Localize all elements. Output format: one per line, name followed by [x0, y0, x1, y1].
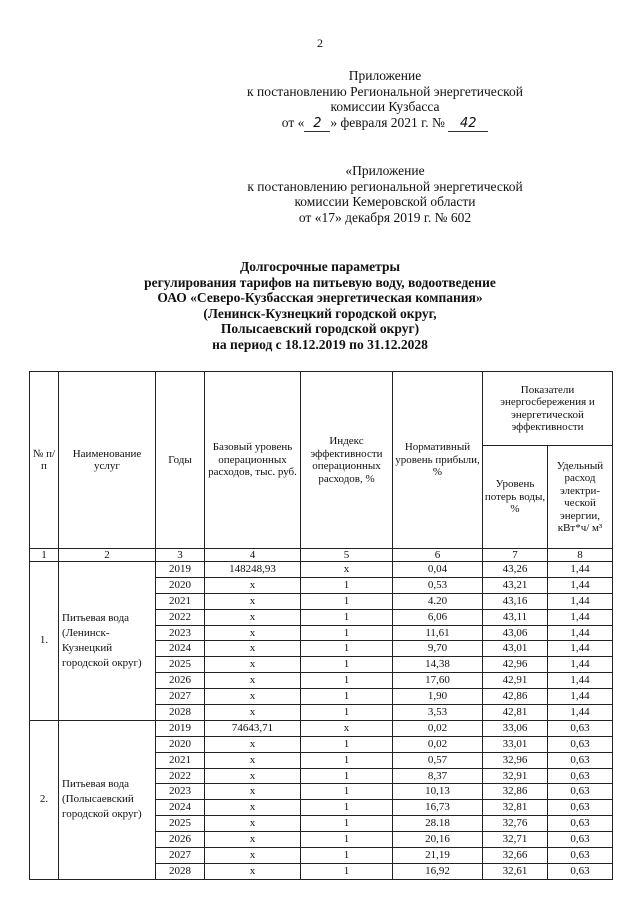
cell-base: х: [205, 863, 301, 879]
cell-year: 2023: [156, 784, 205, 800]
cell-energy: 0,63: [548, 832, 613, 848]
cell-base: х: [205, 800, 301, 816]
cell-loss: 43,16: [483, 593, 548, 609]
cell-loss: 32,76: [483, 816, 548, 832]
cell-energy: 1,44: [548, 562, 613, 578]
cell-index: 1: [301, 577, 393, 593]
cell-index: 1: [301, 863, 393, 879]
cell-energy: 0,63: [548, 752, 613, 768]
cell-year: 2021: [156, 752, 205, 768]
cell-base: х: [205, 736, 301, 752]
cell-year: 2028: [156, 705, 205, 721]
cell-base: х: [205, 768, 301, 784]
appendix-line-2: к постановлению Региональной энергетической: [247, 83, 523, 99]
cell-profit: 16,73: [393, 800, 483, 816]
prev-appendix-line-4: от «17» декабря 2019 г. № 602: [298, 209, 472, 225]
cell-profit: 16,92: [393, 863, 483, 879]
cell-loss: 43,26: [483, 562, 548, 578]
cell-loss: 42,96: [483, 657, 548, 673]
cell-energy: 0,63: [548, 848, 613, 864]
cell-year: 2025: [156, 657, 205, 673]
col-index: 7: [483, 549, 548, 562]
cell-profit: 0,02: [393, 720, 483, 736]
cell-year: 2022: [156, 609, 205, 625]
table-row: [30, 720, 613, 736]
cell-index: 1: [301, 673, 393, 689]
cell-loss: 43,11: [483, 609, 548, 625]
cell-loss: 32,91: [483, 768, 548, 784]
cell-index: 1: [301, 832, 393, 848]
cell-energy: 1,44: [548, 689, 613, 705]
cell-year: 2020: [156, 736, 205, 752]
prev-appendix-line-1: «Приложение: [345, 163, 425, 178]
header-service: Наименование услуг: [59, 372, 156, 549]
cell-energy: 1,44: [548, 609, 613, 625]
cell-year: 2025: [156, 816, 205, 832]
column-index-row: [30, 549, 613, 562]
handwritten-day: 2: [304, 116, 330, 133]
cell-energy: 0,63: [548, 736, 613, 752]
cell-loss: 32,96: [483, 752, 548, 768]
cell-year: 2019: [156, 562, 205, 578]
cell-index: 1: [301, 736, 393, 752]
group-number: 2.: [30, 720, 59, 879]
cell-base: х: [205, 657, 301, 673]
appendix-line-1: Приложение: [348, 68, 422, 83]
cell-index: 1: [301, 752, 393, 768]
cell-profit: 0,04: [393, 562, 483, 578]
date-prefix: от «: [281, 114, 305, 130]
cell-energy: 0,63: [548, 784, 613, 800]
col-index: 2: [59, 549, 156, 562]
cell-base: х: [205, 641, 301, 657]
cell-loss: 32,81: [483, 800, 548, 816]
title-line-4: (Ленинск-Кузнецкий городской округ,: [203, 305, 437, 321]
cell-loss: 43,01: [483, 641, 548, 657]
cell-base: 74643,71: [205, 720, 301, 736]
header-efficiency-index: Индекс эффективности операционных расходов, %: [301, 372, 393, 549]
cell-profit: 1,90: [393, 689, 483, 705]
header-energy-consumption: Удельный расход электри-ческой энергии, кВт*ч/ м³: [548, 446, 613, 549]
title-line-6: на период с 18.12.2019 по 31.12.2028: [212, 336, 428, 352]
cell-profit: 9,70: [393, 641, 483, 657]
handwritten-doc-number: 42: [448, 116, 488, 133]
cell-index: 1: [301, 848, 393, 864]
cell-base: х: [205, 832, 301, 848]
cell-year: 2026: [156, 673, 205, 689]
cell-index: х: [301, 562, 393, 578]
prev-appendix-line-2: к постановлению региональной энергетической: [247, 178, 523, 194]
cell-index: 1: [301, 768, 393, 784]
cell-loss: 32,86: [483, 784, 548, 800]
cell-year: 2022: [156, 768, 205, 784]
cell-profit: 0,53: [393, 577, 483, 593]
cell-index: 1: [301, 593, 393, 609]
cell-energy: 0,63: [548, 863, 613, 879]
header-water-loss: Уровень потерь воды, %: [483, 446, 548, 549]
col-index: 1: [30, 549, 59, 562]
col-index: 4: [205, 549, 301, 562]
cell-profit: 8,37: [393, 768, 483, 784]
cell-energy: 1,44: [548, 705, 613, 721]
cell-index: 1: [301, 705, 393, 721]
cell-profit: 3,53: [393, 705, 483, 721]
cell-year: 2024: [156, 641, 205, 657]
cell-energy: 1,44: [548, 657, 613, 673]
tariff-parameters-table: [29, 371, 613, 880]
title-line-3: ОАО «Северо-Кузбасская энергетическая компания»: [157, 290, 483, 305]
date-mid: » февраля 2021 г. №: [330, 114, 445, 130]
cell-energy: 1,44: [548, 641, 613, 657]
cell-loss: 42,86: [483, 689, 548, 705]
cell-index: 1: [301, 800, 393, 816]
header-profit: Нормативный уровень прибыли, %: [393, 372, 483, 549]
cell-energy: 0,63: [548, 816, 613, 832]
cell-energy: 1,44: [548, 577, 613, 593]
cell-index: 1: [301, 609, 393, 625]
cell-energy: 0,63: [548, 768, 613, 784]
cell-profit: 0,57: [393, 752, 483, 768]
header-years: Годы: [156, 372, 205, 549]
cell-loss: 42,91: [483, 673, 548, 689]
cell-loss: 43,06: [483, 625, 548, 641]
cell-year: 2020: [156, 577, 205, 593]
cell-year: 2024: [156, 800, 205, 816]
cell-year: 2026: [156, 832, 205, 848]
cell-loss: 33,01: [483, 736, 548, 752]
header-base-opex: Базовый уровень операционных расходов, тыс. руб.: [205, 372, 301, 549]
cell-base: х: [205, 577, 301, 593]
cell-energy: 1,44: [548, 593, 613, 609]
header-energy-group: Показатели энергосбережения и энергетической эффективности: [483, 372, 613, 446]
appendix-header: [185, 68, 585, 132]
cell-energy: 1,44: [548, 673, 613, 689]
cell-profit: 0,02: [393, 736, 483, 752]
cell-profit: 10,13: [393, 784, 483, 800]
cell-year: 2021: [156, 593, 205, 609]
group-number: 1.: [30, 562, 59, 721]
header-num: № п/п: [30, 372, 59, 549]
cell-index: 1: [301, 689, 393, 705]
cell-base: х: [205, 673, 301, 689]
cell-index: 1: [301, 625, 393, 641]
col-index: 5: [301, 549, 393, 562]
cell-energy: 0,63: [548, 720, 613, 736]
cell-index: 1: [301, 816, 393, 832]
cell-base: х: [205, 609, 301, 625]
col-index: 6: [393, 549, 483, 562]
prev-appendix-line-3: комиссии Кемеровской области: [294, 194, 476, 209]
cell-loss: 33,06: [483, 720, 548, 736]
appendix-line-3: комиссии Кузбасса: [330, 99, 440, 114]
cell-loss: 43,21: [483, 577, 548, 593]
cell-base: х: [205, 593, 301, 609]
cell-year: 2023: [156, 625, 205, 641]
title-line-1: Долгосрочные параметры: [240, 259, 400, 274]
cell-base: х: [205, 848, 301, 864]
cell-base: х: [205, 705, 301, 721]
cell-loss: 32,61: [483, 863, 548, 879]
cell-loss: 42,81: [483, 705, 548, 721]
cell-year: 2027: [156, 689, 205, 705]
cell-profit: 4.20: [393, 593, 483, 609]
title-line-5: Полысаевский городской округ): [220, 321, 420, 336]
cell-profit: 17,60: [393, 673, 483, 689]
cell-energy: 1,44: [548, 625, 613, 641]
col-index: 3: [156, 549, 205, 562]
cell-year: 2027: [156, 848, 205, 864]
service-name: Питьевая вода (Полысаевский городской округ): [59, 720, 156, 879]
cell-index: 1: [301, 641, 393, 657]
cell-base: х: [205, 689, 301, 705]
cell-index: 1: [301, 784, 393, 800]
cell-base: х: [205, 752, 301, 768]
cell-base: 148248,93: [205, 562, 301, 578]
cell-loss: 32,66: [483, 848, 548, 864]
appendix-date-line: [185, 115, 585, 133]
cell-base: х: [205, 784, 301, 800]
cell-year: 2019: [156, 720, 205, 736]
cell-base: х: [205, 625, 301, 641]
cell-profit: 6,06: [393, 609, 483, 625]
document-title: [60, 259, 580, 352]
cell-profit: 14,38: [393, 657, 483, 673]
previous-appendix-header: [185, 163, 585, 225]
cell-energy: 0,63: [548, 800, 613, 816]
table-row: [30, 562, 613, 578]
cell-profit: 21,19: [393, 848, 483, 864]
cell-index: 1: [301, 657, 393, 673]
cell-year: 2028: [156, 863, 205, 879]
cell-loss: 32,71: [483, 832, 548, 848]
page-number: 2: [317, 36, 323, 50]
cell-profit: 11,61: [393, 625, 483, 641]
service-name: Питьевая вода (Ленинск-Кузнецкий городской округ): [59, 562, 156, 721]
col-index: 8: [548, 549, 613, 562]
cell-profit: 28.18: [393, 816, 483, 832]
title-line-2: регулирования тарифов на питьевую воду, водоотведение: [144, 274, 496, 290]
cell-profit: 20,16: [393, 832, 483, 848]
cell-index: х: [301, 720, 393, 736]
cell-base: х: [205, 816, 301, 832]
